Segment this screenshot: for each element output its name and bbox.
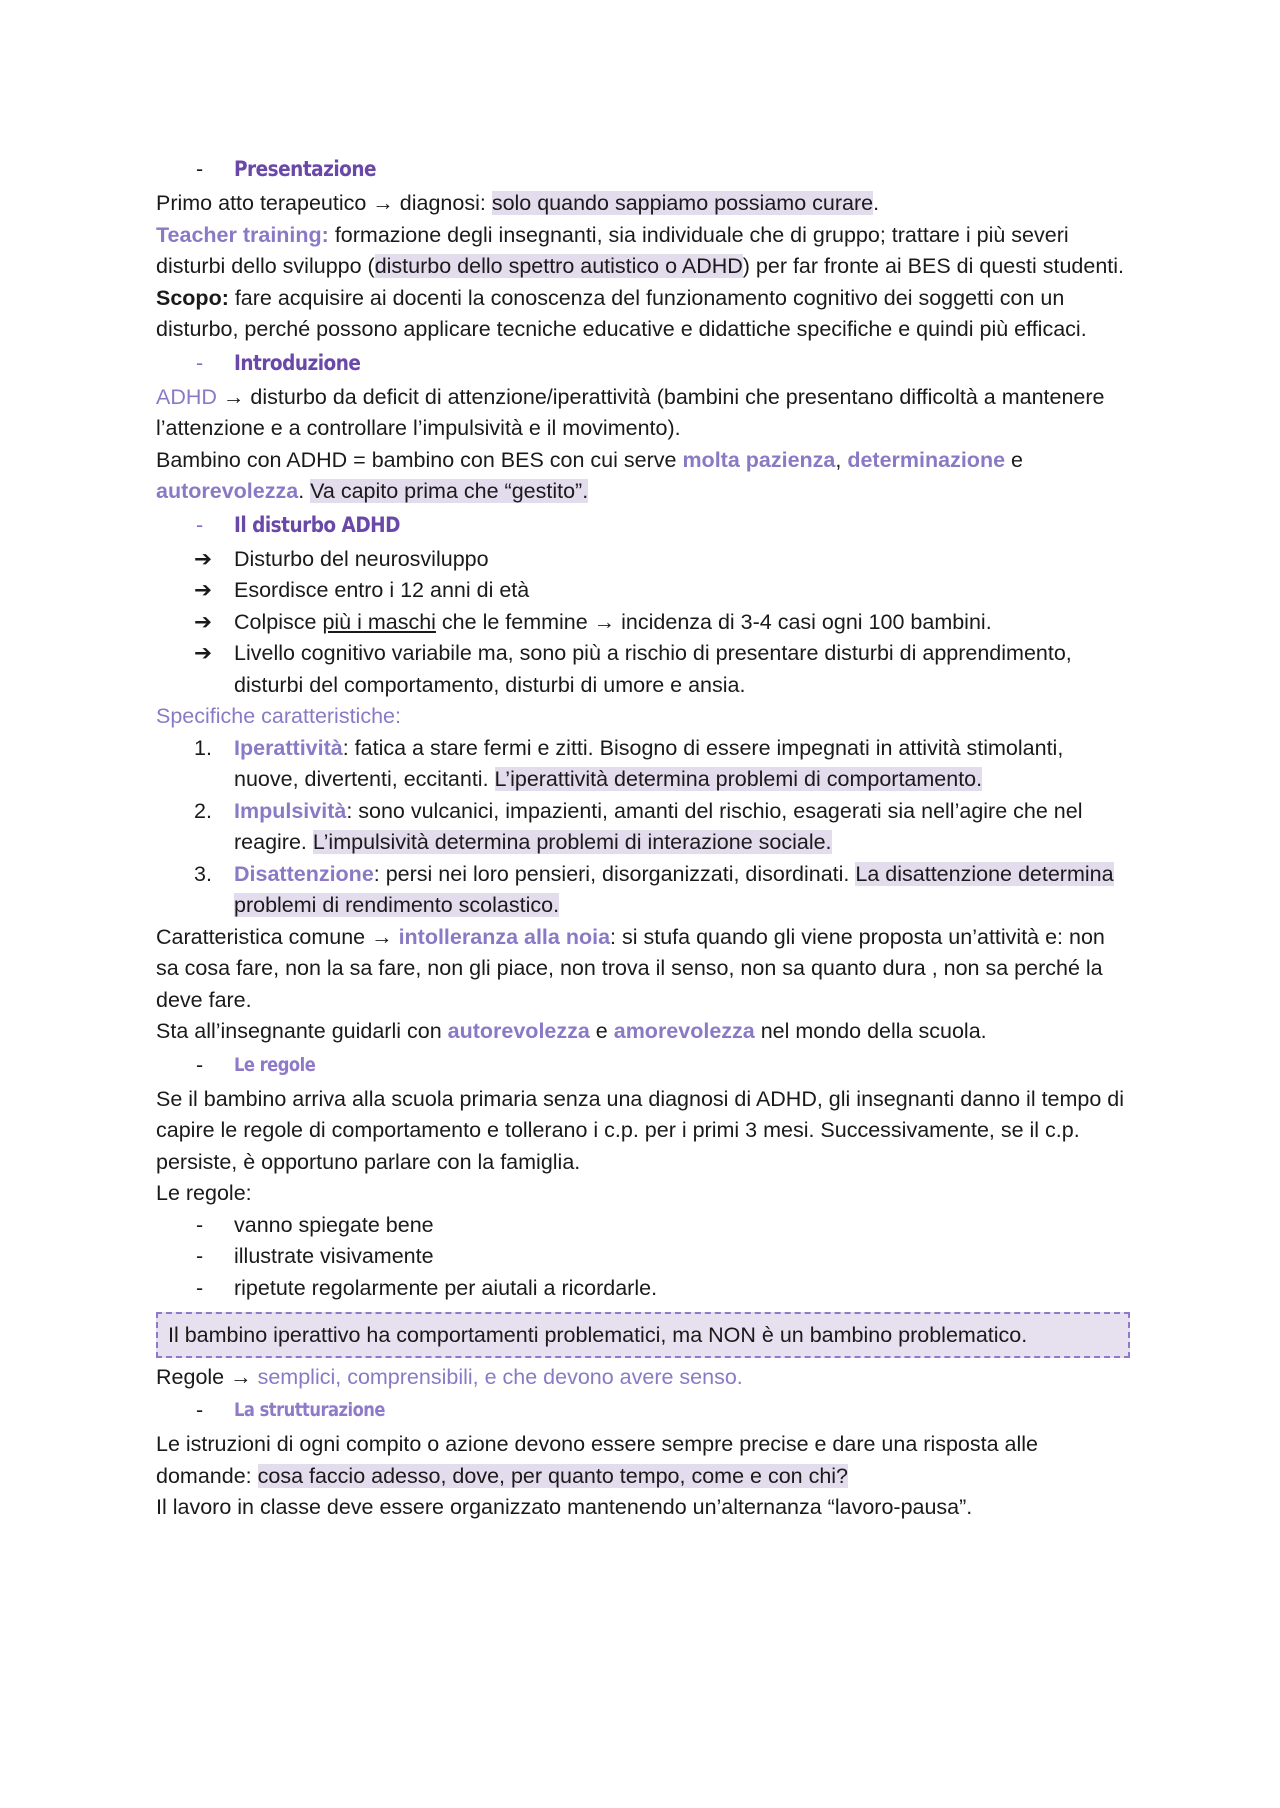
- heading-title: La strutturazione: [234, 1399, 385, 1422]
- paragraph: ADHD → disturbo da deficit di attenzione/iperattività (bambini che presentano difficoltà a mantenere l’attenzione e a controllare l’impulsività e il movimento).: [156, 384, 1105, 440]
- heading-strutturazione: [156, 1393, 1130, 1429]
- term-label: Teacher training:: [156, 222, 329, 247]
- paragraph: Teacher training: formazione degli insegnanti, sia individuale che di gruppo; trattare i più severi disturbi dello sviluppo (disturbo dello spettro autistico o ADHD) per far fronte ai BES di questi studenti.: [156, 222, 1125, 278]
- heading-introduzione: [156, 346, 1130, 382]
- heading-title: Le regole: [234, 1053, 316, 1076]
- paragraph: Primo atto terapeutico → diagnosi: solo quando sappiamo possiamo curare.: [156, 191, 880, 215]
- highlight: Va capito prima che “gestito”.: [310, 479, 589, 503]
- list-item: - illustrate visivamente: [196, 1244, 434, 1268]
- list-item: ➔ Esordisce entro i 12 anni di età: [156, 575, 1130, 607]
- highlight: La disattenzione determina problemi di rendimento scolastico.: [234, 861, 1114, 917]
- paragraph: Se il bambino arriva alla scuola primaria senza una diagnosi di ADHD, gli insegnanti danno il tempo di capire le regole di comportamento e tollerano i c.p. per i primi 3 mesi. Successivamente, se il c.p. persiste, è opportuno parlare con la famiglia.: [156, 1086, 1125, 1174]
- callout-box: Il bambino iperattivo ha comportamenti problematici, ma NON è un bambino problematico.: [156, 1312, 1130, 1358]
- list-item: ➔ Livello cognitivo variabile ma, sono più a rischio di presentare disturbi di apprendimento, disturbi del comportamento, disturbi di umore e ansia.: [156, 638, 1130, 701]
- list-item: 3. Disattenzione: persi nei loro pensieri, disorganizzati, disordinati. La disattenzione determina problemi di rendimento scolastico.: [194, 861, 1114, 917]
- heading-regole: [156, 1048, 1130, 1084]
- heading-title: Introduzione: [234, 350, 361, 376]
- list-item: - ripetute regolarmente per aiutali a ricordarle.: [196, 1275, 658, 1300]
- arrow-icon: ➔: [194, 578, 213, 602]
- paragraph: Scopo: fare acquisire ai docenti la conoscenza del funzionamento cognitivo dei soggetti con un disturbo, perché possono applicare tecniche educative e didattiche specifiche e quindi più efficaci.: [156, 285, 1087, 341]
- highlight: solo quando sappiamo possiamo curare: [491, 191, 874, 215]
- heading-dash: -: [196, 1398, 204, 1423]
- list-item: - vanno spiegate bene: [196, 1212, 434, 1237]
- heading-dash: -: [196, 350, 204, 375]
- list-item: ➔ Colpisce più i maschi che le femmine → incidenza di 3-4 casi ogni 100 bambini.: [156, 607, 1130, 639]
- heading-dash: -: [196, 512, 204, 537]
- paragraph: Le regole:: [156, 1181, 252, 1205]
- highlight: disturbo dello spettro autistico o ADHD: [374, 254, 743, 278]
- subheading: Specifiche caratteristiche:: [156, 704, 401, 728]
- highlight: L’impulsività determina problemi di interazione sociale.: [312, 830, 832, 854]
- list-item: 1. Iperattività: fatica a stare fermi e zitti. Bisogno di essere impegnati in attività stimolanti, nuove, divertenti, eccitanti. L’iperattività determina problemi di comportamento.: [194, 735, 1064, 791]
- list-item: ➔ Disturbo del neurosviluppo: [156, 544, 1130, 576]
- heading-dash: -: [196, 157, 204, 182]
- term: ADHD: [156, 384, 217, 409]
- heading-presentazione: [156, 152, 1130, 188]
- term-label: Scopo:: [156, 285, 229, 310]
- paragraph: Il lavoro in classe deve essere organizzato mantenendo un’alternanza “lavoro-pausa”.: [156, 1495, 973, 1519]
- paragraph: Sta all’insegnante guidarli con autorevolezza e amorevolezza nel mondo della scuola.: [156, 1019, 987, 1043]
- arrow-list: [156, 544, 1130, 702]
- dash-list: [156, 1210, 1130, 1305]
- numbered-list: [156, 733, 1130, 922]
- highlight: L’iperattività determina problemi di comportamento.: [494, 767, 983, 791]
- heading-disturbo: [156, 508, 1130, 544]
- arrow-icon: ➔: [194, 609, 213, 634]
- arrow-icon: ➔: [194, 641, 213, 665]
- highlight: cosa faccio adesso, dove, per quanto tempo, come e con chi?: [257, 1463, 849, 1488]
- paragraph: Caratteristica comune → intolleranza alla noia: si stufa quando gli viene proposta un’attività e: non sa cosa fare, non la sa fare, non gli piace, non trova il senso, non sa quanto dura , non sa perché la deve fare.: [156, 924, 1105, 1012]
- paragraph: Regole → semplici, comprensibili, e che devono avere senso.: [156, 1364, 743, 1389]
- heading-title: Presentazione: [234, 157, 377, 183]
- heading-title: Il disturbo ADHD: [234, 512, 400, 538]
- arrow-icon: ➔: [194, 546, 213, 571]
- heading-dash: -: [196, 1052, 204, 1077]
- paragraph: Bambino con ADHD = bambino con BES con cui serve molta pazienza, determinazione e autorevolezza. Va capito prima che “gestito”.: [156, 447, 1023, 503]
- list-item: 2. Impulsività: sono vulcanici, impazienti, amanti del rischio, esagerati sia nell’agire che nel reagire. L’impulsività determina problemi di interazione sociale.: [194, 798, 1083, 854]
- paragraph: Le istruzioni di ogni compito o azione devono essere sempre precise e dare una risposta alle domande: cosa faccio adesso, dove, per quanto tempo, come e con chi?: [156, 1432, 1039, 1488]
